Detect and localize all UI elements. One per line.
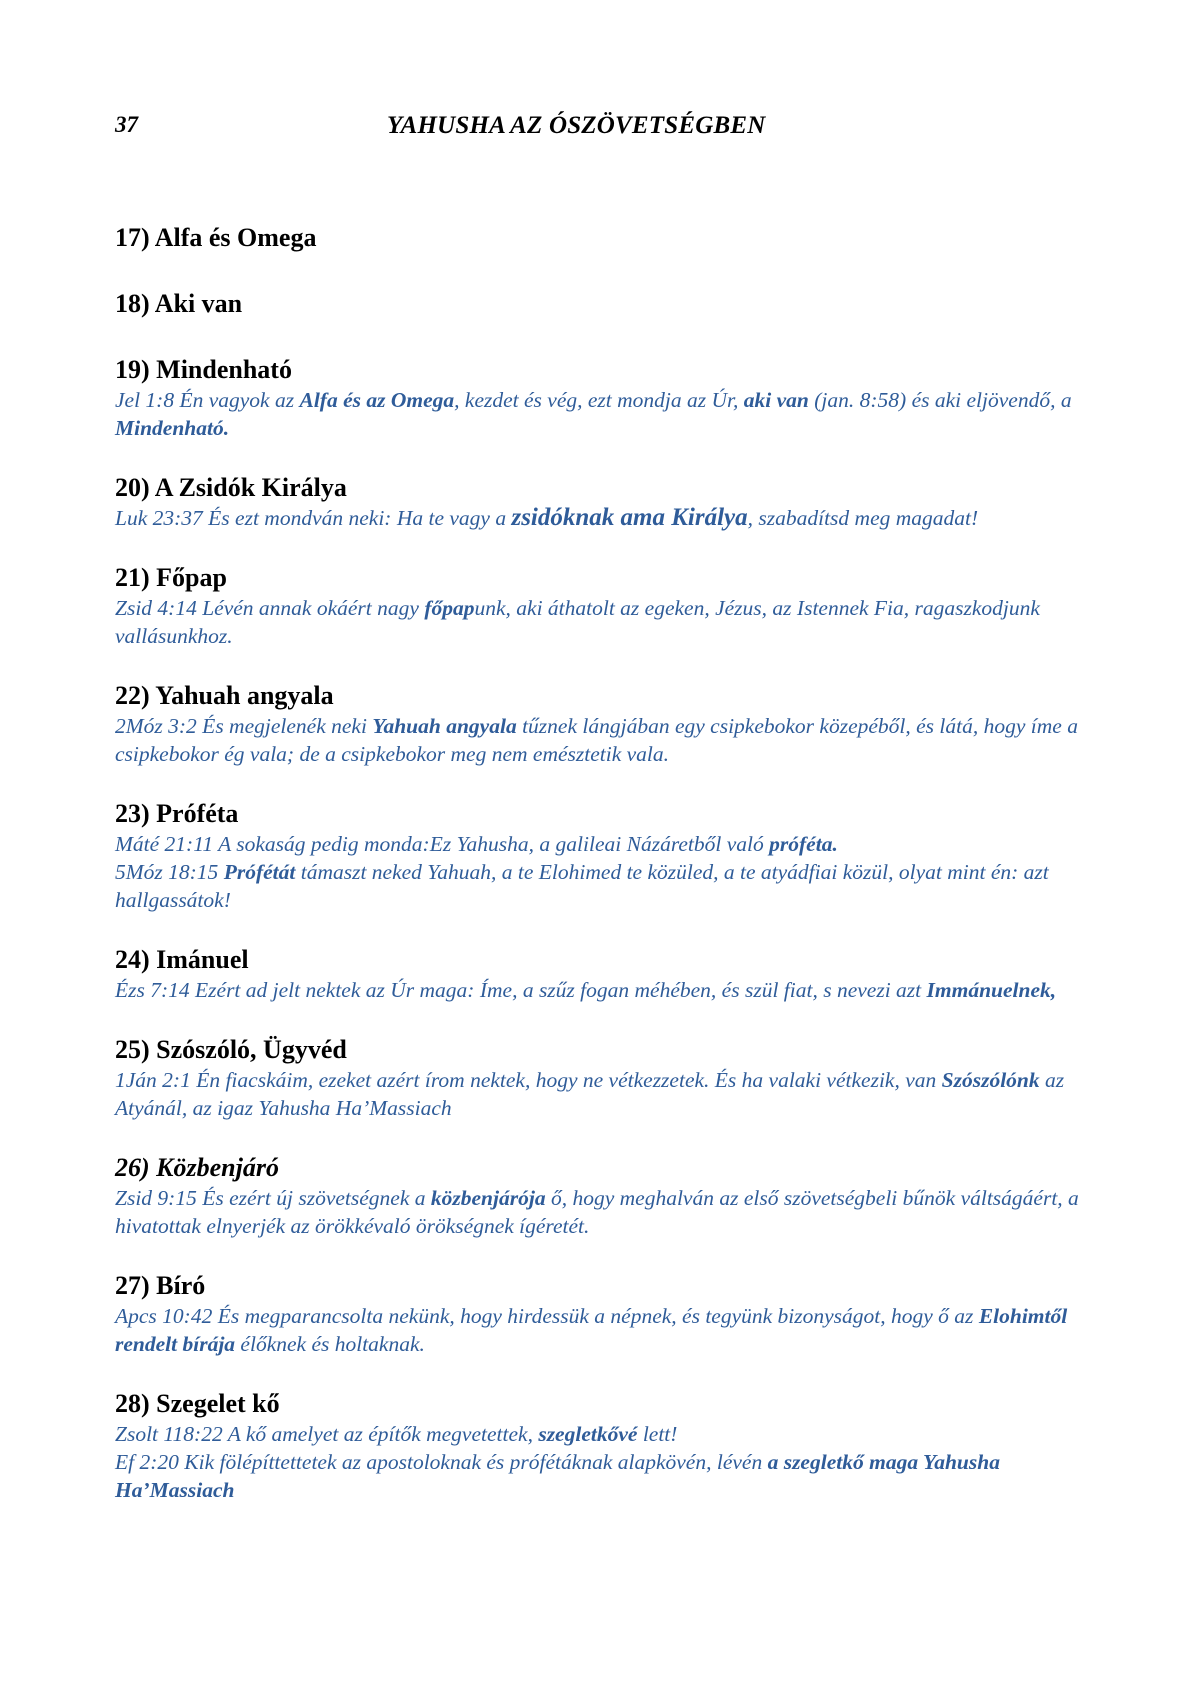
entry-20 xyxy=(115,472,1095,532)
highlight: Yahuah angyala xyxy=(372,714,517,738)
entry-heading: 17) Alfa és Omega xyxy=(115,223,317,252)
entry-heading: 23) Próféta xyxy=(115,799,239,828)
entry-28 xyxy=(115,1388,1095,1504)
highlight: közbenjárója xyxy=(430,1186,546,1210)
scripture-quote: 2Móz 3:2 És megjelenék neki Yahuah angyala tűznek lángjában egy csipkebokor közepéből, és látá, hogy íme a csipkebokor ég vala; de a csipkebokor meg nem emésztetik vala. xyxy=(115,714,1078,766)
highlight: szegletkővé xyxy=(538,1422,638,1446)
scripture-quote: Ef 2:20 Kik fölépíttettetek az apostoloknak és prófétáknak alapkövén, lévén a szegletkő maga Yahusha Ha’Massiach xyxy=(115,1450,1000,1502)
entry-17 xyxy=(115,222,1095,254)
entry-heading: 24) Imánuel xyxy=(115,945,249,974)
highlight: próféta. xyxy=(769,832,838,856)
entry-24 xyxy=(115,944,1095,1004)
entry-18 xyxy=(115,288,1095,320)
highlight: Szószólónk xyxy=(941,1068,1040,1092)
entry-27 xyxy=(115,1270,1095,1358)
page-header xyxy=(115,112,1075,152)
page-number: 37 xyxy=(115,112,138,137)
scripture-quote: Apcs 10:42 És megparancsolta nekünk, hogy hirdessük a népnek, és tegyünk bizonyságot, hogy ő az Elohimtől rendelt bírája élőknek és holtaknak. xyxy=(115,1304,1068,1356)
highlight: a szegletkő maga Yahusha Ha’Massiach xyxy=(115,1450,1000,1502)
highlight: aki van xyxy=(743,388,809,412)
highlight: Alfa és az Omega xyxy=(299,388,455,412)
scripture-quote: Luk 23:37 És ezt mondván neki: Ha te vagy a zsidóknak ama Királya, szabadítsd meg magadat! xyxy=(115,504,979,531)
highlight: Elohimtől rendelt bírája xyxy=(115,1304,1068,1356)
entry-heading: 22) Yahuah angyala xyxy=(115,681,334,710)
highlight: Immánuelnek, xyxy=(926,978,1057,1002)
scripture-quote: Zsid 4:14 Lévén annak okáért nagy főpapunk, aki áthatolt az egeken, Jézus, az Istennek Fia, ragaszkodjunk vallásunkhoz. xyxy=(115,596,1040,648)
running-title: YAHUSHA AZ ÓSZÖVETSÉGBEN xyxy=(387,112,766,139)
entry-heading: 19) Mindenható xyxy=(115,355,292,384)
scripture-quote: Ézs 7:14 Ezért ad jelt nektek az Úr maga: Íme, a szűz fogan méhében, és szül fiat, s nevezi azt Immánuelnek, xyxy=(115,978,1057,1002)
highlight: főpap xyxy=(424,596,475,620)
document-body xyxy=(115,222,1095,1504)
entry-25 xyxy=(115,1034,1095,1122)
entry-heading: 28) Szegelet kő xyxy=(115,1389,280,1418)
entry-heading: 21) Főpap xyxy=(115,563,227,592)
scripture-quote: Zsid 9:15 És ezért új szövetségnek a közbenjárója ő, hogy meghalván az első szövetségbeli bűnök váltságáért, a hivatottak elnyerjék az örökkévaló örökségnek ígéretét. xyxy=(115,1186,1079,1238)
scripture-quote: 5Móz 18:15 Prófétát támaszt neked Yahuah, a te Elohimed te közüled, a te atyádfiai közül, olyat mint én: azt hallgassátok! xyxy=(115,860,1049,912)
entry-heading: 26) Közbenjáró xyxy=(115,1153,279,1182)
entry-26 xyxy=(115,1152,1095,1240)
entry-23 xyxy=(115,798,1095,914)
entry-19 xyxy=(115,354,1095,442)
highlight: Mindenható. xyxy=(115,416,230,440)
scripture-quote: Máté 21:11 A sokaság pedig monda:Ez Yahusha, a galileai Názáretből való próféta. xyxy=(115,832,838,856)
entry-heading: 20) A Zsidók Királya xyxy=(115,473,347,502)
highlight: Prófétát xyxy=(223,860,296,884)
entry-22 xyxy=(115,680,1095,768)
entry-heading: 27) Bíró xyxy=(115,1271,206,1300)
entry-heading: 18) Aki van xyxy=(115,289,243,318)
entry-21 xyxy=(115,562,1095,650)
scripture-quote: Zsolt 118:22 A kő amelyet az építők megvetettek, szegletkővé lett! xyxy=(115,1422,678,1446)
scripture-quote: Jel 1:8 Én vagyok az Alfa és az Omega, kezdet és vég, ezt mondja az Úr, aki van (jan. 8:58) és aki eljövendő, a Mindenható. xyxy=(115,388,1072,440)
entry-heading: 25) Szószóló, Ügyvéd xyxy=(115,1035,347,1064)
scripture-quote: 1Ján 2:1 Én fiacskáim, ezeket azért írom nektek, hogy ne vétkezzetek. És ha valaki vétkezik, van Szószólónk az Atyánál, az igaz Yahusha Ha’Massiach xyxy=(115,1068,1065,1120)
highlight: zsidóknak ama Királya xyxy=(511,504,748,531)
